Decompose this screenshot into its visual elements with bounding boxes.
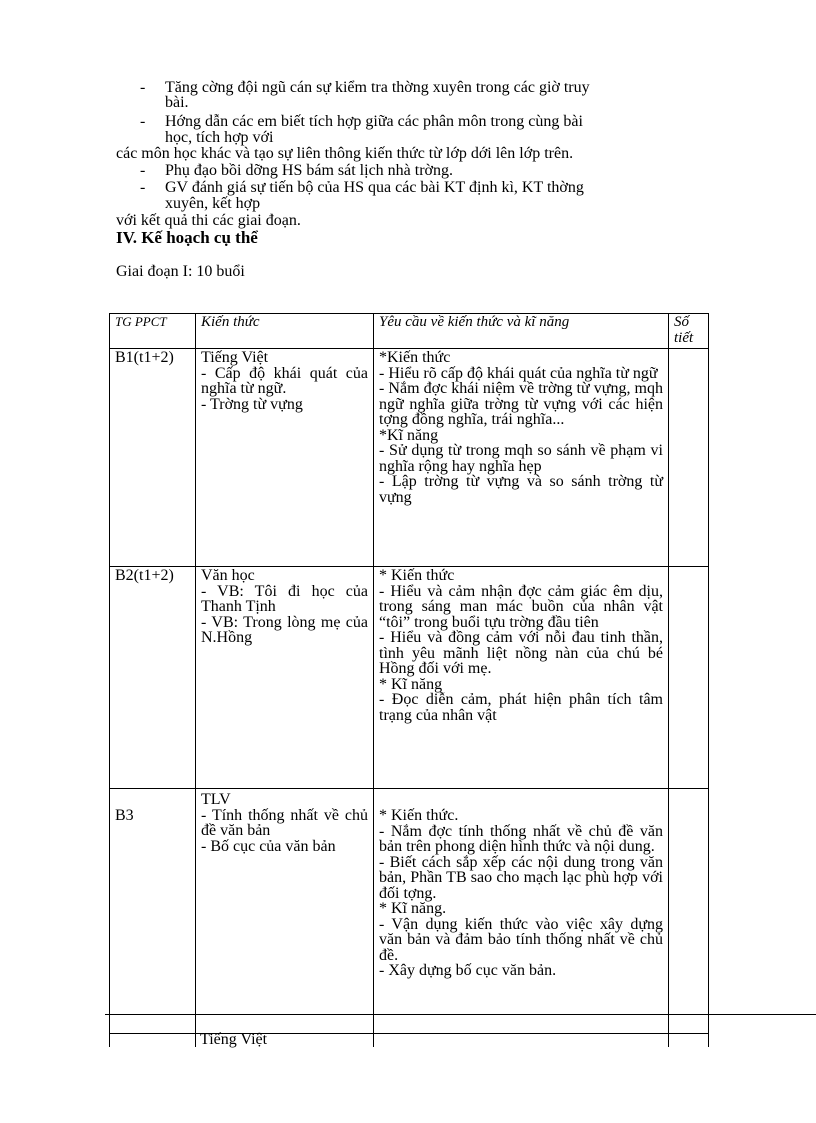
bullet-4-line-1: GV đánh giá sự tiến bộ của HS qua các bài KT định kì, KT thờng — [165, 179, 584, 196]
continuation-line-1: các môn học khác và tạo sự liên thông kiến thức từ lớp dới lên lớp trên. — [116, 145, 574, 162]
section-heading: IV. Kế hoạch cụ thể — [116, 228, 258, 247]
cell-line: - Vận dụng kiến thức vào việc xây dựng văn bản và đảm bảo tính thống nhất về chủ đề. — [379, 915, 663, 964]
cell-so-tiet — [669, 349, 709, 567]
column-rule — [373, 1015, 374, 1047]
cell-line: B3 — [115, 807, 134, 824]
cell-line: Văn học — [201, 567, 255, 584]
cell-line: - Bố cục của văn bản — [201, 837, 336, 855]
bullet-2-line-1: Hớng dẫn các em biết tích hợp giữa các phân môn trong cùng bài — [165, 113, 583, 130]
table-row — [110, 349, 709, 567]
cell-line: * Kĩ năng — [379, 675, 443, 693]
bullet-dash: - — [140, 79, 146, 96]
table-row — [110, 567, 709, 789]
column-rule — [109, 1015, 110, 1047]
table-row — [110, 789, 709, 1034]
cell-line: * Kiến thức. — [379, 807, 459, 824]
cell-line: - Trờng từ vựng — [201, 395, 303, 413]
cell-line: - Biết cách sắp xếp các nội dung trong văn bản, Phần TB sao cho mạch lạc phù hợp với đối tợng. — [379, 853, 663, 902]
cell-yeu-cau — [374, 789, 669, 1034]
bullet-dash: - — [140, 113, 146, 130]
cell-so-tiet — [669, 789, 709, 1034]
bullet-dash: - — [140, 162, 146, 179]
cell-line: - Cấp độ khái quát của nghĩa từ ngữ. — [201, 364, 368, 397]
cell-line: *Kiến thức — [379, 349, 451, 366]
cell-tg: B1(t1+2) — [110, 349, 196, 567]
header-kien-thuc: Kiến thức — [196, 314, 374, 349]
cell-tg — [110, 789, 196, 1034]
bullet-1-line-2: bài. — [165, 94, 189, 111]
cell-line: * Kĩ năng. — [379, 900, 447, 917]
cell-yeu-cau — [374, 567, 669, 789]
cell-line: - Lập trờng từ vựng và so sánh trờng từ vựng — [379, 473, 663, 506]
cell-line: * Kiến thức — [379, 567, 455, 584]
cell-line: - Tính thống nhất về chủ đề văn bản — [201, 806, 368, 839]
last-row-kien-thuc: Tiếng Việt — [200, 1031, 268, 1048]
cell-line: - Hiểu và cảm nhận đợc cảm giác êm dịu, trong sáng man mác buồn của nhân vật “tôi” trong buổi tựu trờng đầu tiên — [379, 582, 663, 631]
cell-line: - Hiểu rõ cấp độ khái quát của nghĩa từ ngữ — [379, 364, 658, 382]
cell-line: - Nắm đợc khái niệm về trờng từ vựng, mqh ngữ nghĩa giữa trờng từ vựng với các hiện tợng đồng nghĩa, trái nghĩa... — [379, 380, 663, 428]
cell-kien-thuc — [196, 789, 374, 1034]
bullet-dash: - — [140, 179, 146, 196]
cell-kien-thuc — [196, 349, 374, 567]
cell-line: - VB: Tôi đi học của Thanh Tịnh — [201, 582, 368, 615]
header-yeu-cau: Yêu cầu về kiến thức và kĩ năng — [374, 314, 669, 349]
bullet-3: Phụ đạo bồi dỡng HS bám sát lịch nhà trờng. — [165, 162, 454, 179]
bullet-4-line-2: xuyên, kết hợp — [165, 195, 261, 212]
column-rule — [668, 1015, 669, 1047]
cell-kien-thuc — [196, 567, 374, 789]
table-header-row — [110, 314, 709, 349]
continuation-line-2: với kết quả thi các giai đoạn. — [116, 212, 301, 229]
cell-line: Tiếng Việt — [201, 349, 269, 366]
cell-line: *Kĩ năng — [379, 426, 439, 444]
header-tg-ppct: TG PPCT — [110, 314, 196, 349]
cell-tg: B2(t1+2) — [110, 567, 196, 789]
cell-line: - Xây dựng bố cục văn bản. — [379, 962, 557, 979]
phase-title: Giai đoạn I: 10 buổi — [116, 263, 245, 280]
cell-line: - Hiểu và đồng cảm với nỗi đau tinh thần, tình yêu mãnh liệt nồng nàn của chú bé Hồng đối với mẹ. — [379, 629, 663, 677]
header-so-tiet: Số tiết — [669, 314, 709, 349]
plan-table — [109, 313, 709, 1034]
cell-line: - VB: Trong lòng mẹ của N.Hồng — [201, 613, 368, 646]
bullet-2-line-2: học, tích hợp với — [165, 129, 274, 146]
column-rule — [708, 1015, 709, 1047]
cell-line: TLV — [201, 791, 231, 808]
cell-line: - Nắm đợc tính thống nhất về chủ đề văn bản trên phong diện hình thức và nội dung. — [379, 822, 663, 855]
cell-line: - Đọc diễn cảm, phát hiện phân tích tâm trạng của nhân vật — [379, 691, 663, 724]
cell-so-tiet — [669, 567, 709, 789]
column-rule — [195, 1015, 196, 1047]
bullet-1-line-1: Tăng cờng đội ngũ cán sự kiểm tra thờng xuyên trong các giờ truy — [165, 79, 590, 96]
cell-line: - Sử dụng từ trong mqh so sánh về phạm vi nghĩa rộng hay nghĩa hẹp — [379, 442, 663, 475]
cell-yeu-cau — [374, 349, 669, 567]
table-bottom-rule — [105, 1014, 816, 1015]
